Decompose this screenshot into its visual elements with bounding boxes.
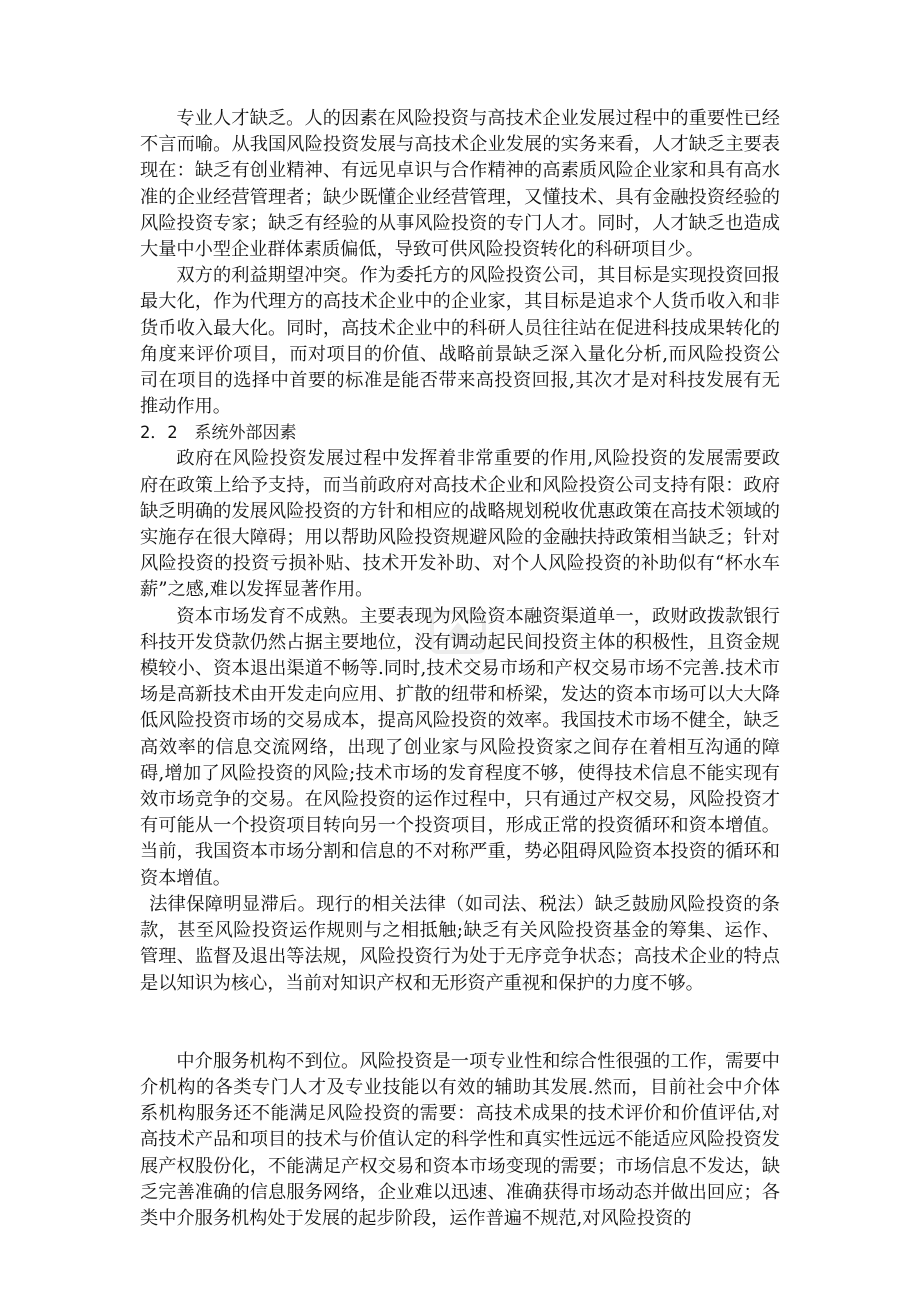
paragraph-interest-conflict: 双方的利益期望冲突。作为委托方的风险投资公司，其目标是实现投资回报最大化，作为代理方的高技术企业中的企业家，其目标是追求个人货币收入和非货币收入最大化。同时，高技术企业中的科研人员往往站在促进科技成果转化的角度来评价项目，而对项目的价值、战略前景缺乏深入量化分析,而风险投资公司在项目的选择中首要的标准是能否带来高投资回报,其次才是对科技发展有无推动作用。 xyxy=(140,265,780,418)
paragraph-government-support: 政府在风险投资发展过程中发挥着非常重要的作用,风险投资的发展需要政府在政策上给予支持，而当前政府对高技术企业和风险投资公司支持有限：政府缺乏明确的发展风险投资的方针和相应的战略规划税收优惠政策在高技术领域的实施存在很大障碍；用以帮助风险投资规避风险的金融扶持政策相当缺乏；针对风险投资的投资亏损补贴、技术开发补助、对个人风险投资的补助似有“杯水车薪”之感,难以发挥显著作用。 xyxy=(140,448,780,601)
section-heading: 2．2 系统外部因素 xyxy=(140,423,297,444)
paragraph-capital-market: 资本市场发育不成熟。主要表现为风险资本融资渠道单一，政财政拨款银行科技开发贷款仍然占据主要地位，没有调动起民间投资主体的积极性，且资金规模较小、资本退出渠道不畅等.同时,技术交易市场和产权交易市场不完善.技术市场是高新技术由开发走向应用、扩散的纽带和桥梁，发达的资本市场可以大大降低风险投资市场的交易成本，提高风险投资的效率。我国技术市场不健全，缺乏高效率的信息交流网络，出现了创业家与风险投资家之间存在着相互沟通的障碍,增加了风险投资的风险;技术市场的发育程度不够，使得技术信息不能实现有效市场竞争的交易。在风险投资的运作过程中，只有通过产权交易，风险投资才有可能从一个投资项目转向另一个投资项目，形成正常的投资循环和资本增值。当前，我国资本市场分割和信息的不对称严重，势必阻碍风险资本投资的循环和资本增值。 xyxy=(140,605,780,889)
paragraph-gap xyxy=(140,997,780,1049)
paragraph-legal-protection: 法律保障明显滞后。现行的相关法律（如司法、税法）缺乏鼓励风险投资的条款，甚至风险投资运作规则与之相抵触;缺乏有关风险投资基金的筹集、运作、管理、监督及退出等法规，风险投资行为处于无序竞争状态；高技术企业的特点是以知识为核心，当前对知识产权和无形资产重视和保护的力度不够。 xyxy=(140,893,780,994)
paragraph-intermediary-services: 中介服务机构不到位。风险投资是一项专业性和综合性很强的工作，需要中介机构的各类专门人才及专业技能以有效的辅助其发展.然而，目前社会中介体系机构服务还不能满足风险投资的需要：高技术成果的技术评价和价值评估,对高技术产品和项目的技术与价值认定的科学性和真实性远远不能适应风险投资发展产权股份化，不能满足产权交易和资本市场变现的需要；市场信息不发达，缺乏完善准确的信息服务网络，企业难以迅速、准确获得市场动态并做出回应；各类中介服务机构处于发展的起步阶段，运作普遍不规范,对风险投资的 xyxy=(140,1050,780,1229)
document-page xyxy=(140,106,780,1232)
paragraph-talent-shortage: 专业人才缺乏。人的因素在风险投资与高技术企业发展过程中的重要性已经不言而喻。从我国风险投资发展与高技术企业发展的实务来看，人才缺乏主要表现在：缺乏有创业精神、有远见卓识与合作精神的高素质风险企业家和具有高水准的企业经营管理者；缺少既懂企业经营管理，又懂技术、具有金融投资经验的风险投资专家；缺乏有经验的从事风险投资的专门人才。同时，人才缺乏也造成大量中小型企业群体素质偏低，导致可供风险投资转化的科研项目少。 xyxy=(140,108,780,261)
